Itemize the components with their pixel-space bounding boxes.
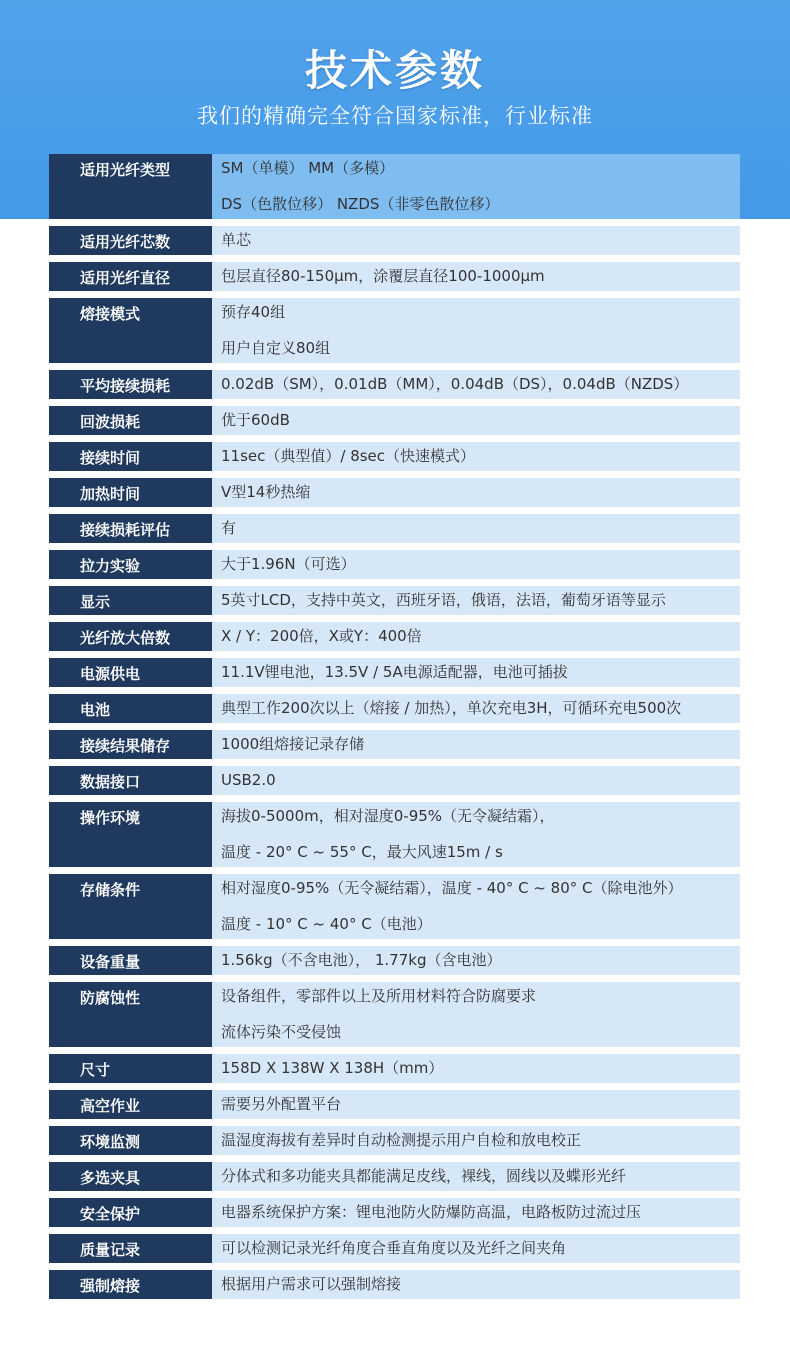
spec-value bbox=[212, 1198, 740, 1227]
spec-value bbox=[212, 874, 740, 939]
spec-value bbox=[212, 622, 740, 651]
spec-label: 接续时间 bbox=[49, 442, 212, 471]
spec-value bbox=[212, 1054, 740, 1083]
spec-value bbox=[212, 946, 740, 975]
spec-value bbox=[212, 1234, 740, 1263]
spec-table bbox=[49, 154, 740, 1306]
spec-value bbox=[212, 298, 740, 363]
spec-row bbox=[49, 622, 740, 651]
spec-value-line: USB2.0 bbox=[221, 771, 276, 789]
spec-row bbox=[49, 226, 740, 255]
spec-value bbox=[212, 406, 740, 435]
spec-row bbox=[49, 982, 740, 1047]
spec-label: 操作环境 bbox=[49, 802, 212, 867]
spec-label: 回波损耗 bbox=[49, 406, 212, 435]
spec-row bbox=[49, 766, 740, 795]
spec-value-line: 根据用户需求可以强制熔接 bbox=[221, 1275, 402, 1293]
spec-value bbox=[212, 1270, 740, 1299]
spec-label: 显示 bbox=[49, 586, 212, 615]
spec-value-line: V型14秒热缩 bbox=[221, 483, 311, 501]
spec-row bbox=[49, 370, 740, 399]
spec-label: 光纤放大倍数 bbox=[49, 622, 212, 651]
spec-row bbox=[49, 694, 740, 723]
spec-row bbox=[49, 1090, 740, 1119]
spec-value bbox=[212, 514, 740, 543]
spec-label: 电源供电 bbox=[49, 658, 212, 687]
spec-value-line: 包层直径80-150μm，涂覆层直径100-1000μm bbox=[221, 267, 545, 285]
spec-value bbox=[212, 658, 740, 687]
spec-value-line: 单芯 bbox=[221, 231, 252, 249]
spec-value bbox=[212, 442, 740, 471]
spec-value bbox=[212, 730, 740, 759]
spec-value bbox=[212, 1162, 740, 1191]
spec-label: 尺寸 bbox=[49, 1054, 212, 1083]
spec-value bbox=[212, 226, 740, 255]
spec-row bbox=[49, 298, 740, 363]
spec-value-line: 158D X 138W X 138H（mm） bbox=[221, 1059, 444, 1077]
spec-value-line: 大于1.96N（可选） bbox=[221, 555, 356, 573]
spec-label: 多选夹具 bbox=[49, 1162, 212, 1191]
spec-label: 高空作业 bbox=[49, 1090, 212, 1119]
spec-label: 适用光纤芯数 bbox=[49, 226, 212, 255]
spec-row bbox=[49, 514, 740, 543]
spec-value-line: 分体式和多功能夹具都能满足皮线，裸线，圆线以及蝶形光纤 bbox=[221, 1167, 627, 1185]
spec-value-line: 0.02dB（SM），0.01dB（MM），0.04dB（DS），0.04dB（NZDS） bbox=[221, 375, 689, 393]
spec-label: 加热时间 bbox=[49, 478, 212, 507]
spec-label: 数据接口 bbox=[49, 766, 212, 795]
spec-label: 安全保护 bbox=[49, 1198, 212, 1227]
spec-row bbox=[49, 262, 740, 291]
spec-label: 适用光纤直径 bbox=[49, 262, 212, 291]
spec-value-line: 海拔0-5000m，相对湿度0-95%（无令凝结霜）， bbox=[221, 807, 555, 825]
spec-value bbox=[212, 154, 740, 219]
spec-label: 平均接续损耗 bbox=[49, 370, 212, 399]
spec-value-line: 电器系统保护方案：锂电池防火防爆防高温，电路板防过流过压 bbox=[221, 1203, 642, 1221]
page-subtitle: 我们的精确完全符合国家标准，行业标准 bbox=[197, 104, 593, 128]
spec-value-line: 温度 - 20° C ~ 55° C，最大风速15m / s bbox=[221, 843, 503, 861]
spec-value bbox=[212, 586, 740, 615]
spec-value bbox=[212, 262, 740, 291]
spec-label: 接续结果储存 bbox=[49, 730, 212, 759]
spec-label: 强制熔接 bbox=[49, 1270, 212, 1299]
spec-row bbox=[49, 802, 740, 867]
spec-value bbox=[212, 766, 740, 795]
spec-value-line: 11.1V锂电池，13.5V / 5A电源适配器，电池可插拔 bbox=[221, 663, 568, 681]
spec-row bbox=[49, 874, 740, 939]
spec-label: 适用光纤类型 bbox=[49, 154, 212, 219]
spec-value bbox=[212, 694, 740, 723]
spec-row bbox=[49, 442, 740, 471]
spec-value bbox=[212, 982, 740, 1047]
spec-value-line: 温湿度海拔有差异时自动检测提示用户自检和放电校正 bbox=[221, 1131, 582, 1149]
spec-row bbox=[49, 1198, 740, 1227]
spec-value-line: 流体污染不受侵蚀 bbox=[221, 1023, 342, 1041]
spec-value bbox=[212, 802, 740, 867]
spec-value bbox=[212, 550, 740, 579]
spec-value-line: 1.56kg（不含电池）， 1.77kg（含电池） bbox=[221, 951, 502, 969]
spec-row bbox=[49, 154, 740, 219]
spec-value-line: 1000组熔接记录存储 bbox=[221, 735, 365, 753]
spec-label: 熔接模式 bbox=[49, 298, 212, 363]
spec-value-line: 5英寸LCD，支持中英文，西班牙语，俄语，法语，葡萄牙语等显示 bbox=[221, 591, 666, 609]
spec-label: 存储条件 bbox=[49, 874, 212, 939]
spec-row bbox=[49, 946, 740, 975]
spec-value-line: 设备组件，零部件以上及所用材料符合防腐要求 bbox=[221, 987, 537, 1005]
spec-row bbox=[49, 730, 740, 759]
spec-label: 设备重量 bbox=[49, 946, 212, 975]
spec-value-line: 相对湿度0-95%（无令凝结霜），温度 - 40° C ~ 80° C（除电池外） bbox=[221, 879, 683, 897]
spec-value-line: X / Y：200倍，X或Y：400倍 bbox=[221, 627, 422, 645]
spec-row bbox=[49, 406, 740, 435]
spec-row bbox=[49, 658, 740, 687]
spec-value-line: SM（单模） MM（多模） bbox=[221, 159, 395, 177]
spec-value-line: 典型工作200次以上（熔接 / 加热），单次充电3H，可循环充电500次 bbox=[221, 699, 682, 717]
spec-label: 环境监测 bbox=[49, 1126, 212, 1155]
spec-value bbox=[212, 1090, 740, 1119]
spec-row bbox=[49, 550, 740, 579]
spec-value bbox=[212, 478, 740, 507]
spec-row bbox=[49, 478, 740, 507]
spec-value-line: 需要另外配置平台 bbox=[221, 1095, 342, 1113]
spec-label: 电池 bbox=[49, 694, 212, 723]
spec-row bbox=[49, 1234, 740, 1263]
spec-label: 拉力实验 bbox=[49, 550, 212, 579]
spec-value-line: 11sec（典型值）/ 8sec（快速模式） bbox=[221, 447, 476, 465]
spec-row bbox=[49, 1270, 740, 1299]
spec-value-line: 用户自定义80组 bbox=[221, 339, 331, 357]
spec-row bbox=[49, 1162, 740, 1191]
spec-value-line: 可以检测记录光纤角度合垂直角度以及光纤之间夹角 bbox=[221, 1239, 567, 1257]
spec-row bbox=[49, 1054, 740, 1083]
spec-value-line: DS（色散位移） NZDS（非零色散位移） bbox=[221, 195, 500, 213]
spec-value bbox=[212, 1126, 740, 1155]
page-title: 技术参数 bbox=[304, 46, 485, 95]
spec-label: 防腐蚀性 bbox=[49, 982, 212, 1047]
spec-value-line: 有 bbox=[221, 519, 237, 537]
spec-label: 接续损耗评估 bbox=[49, 514, 212, 543]
spec-row bbox=[49, 586, 740, 615]
spec-label: 质量记录 bbox=[49, 1234, 212, 1263]
spec-row bbox=[49, 1126, 740, 1155]
spec-value-line: 温度 - 10° C ~ 40° C（电池） bbox=[221, 915, 432, 933]
spec-value-line: 预存40组 bbox=[221, 303, 286, 321]
spec-value-line: 优于60dB bbox=[221, 411, 290, 429]
spec-value bbox=[212, 370, 740, 399]
